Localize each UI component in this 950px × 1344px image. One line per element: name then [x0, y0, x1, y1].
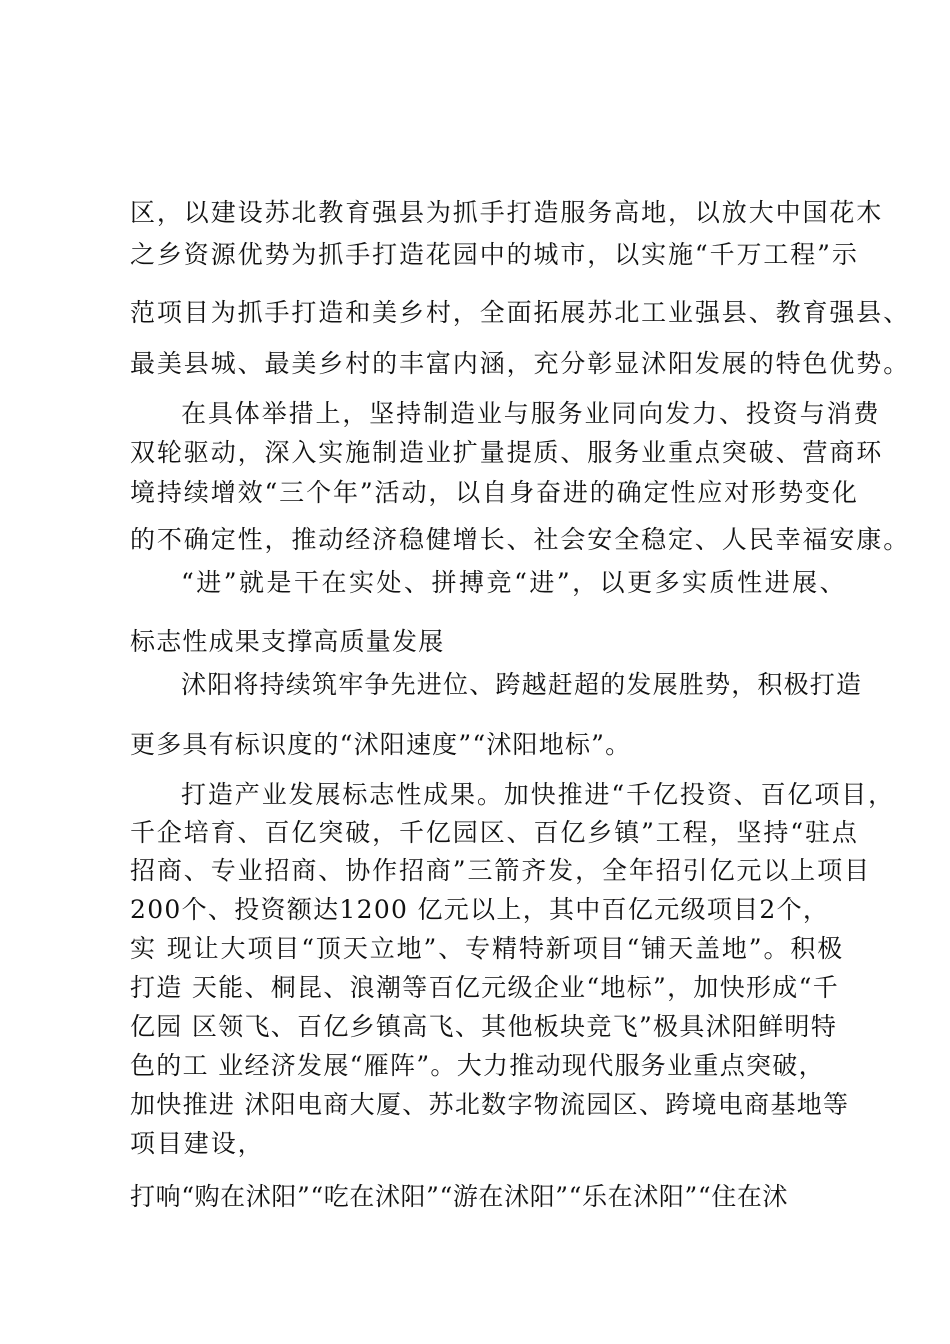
text-line: 境持续增效“三个年”活动，以自身奋进的确定性应对形势变化	[130, 478, 859, 507]
text-line: 色的工 业经济发展“雁阵”。大力推动现代服务业重点突破，	[130, 1051, 825, 1080]
text-line: 加快推进 沭阳电商大厦、苏北数字物流园区、跨境电商基地等	[130, 1090, 850, 1119]
section-heading-line: “进”就是干在实处、拼搏竞“进”，以更多实质性进展、	[181, 568, 848, 597]
text-line: 双轮驱动，深入实施制造业扩量提质、服务业重点突破、营商环	[130, 438, 884, 467]
text-line: 之乡资源优势为抓手打造花园中的城市，以实施“千万工程”示	[130, 240, 859, 269]
text-line: 200个、投资额达1200 亿元以上，其中百亿元级项目2个，	[130, 895, 830, 924]
text-line: 千企培育、百亿突破，千亿园区、百亿乡镇”工程，坚持“驻点	[130, 818, 859, 847]
text-line: 实 现让大项目“顶天立地”、专精特新项目“铺天盖地”。积极	[130, 934, 845, 963]
text-line: 亿园 区领飞、百亿乡镇高飞、其他板块竞飞”极具沭阳鲜明特	[130, 1012, 838, 1041]
text-line: 项目建设，	[130, 1129, 265, 1158]
text-line: 最美县城、最美乡村的丰富内涵，充分彰显沭阳发展的特色优势。	[130, 349, 911, 378]
text-line: 范项目为抓手打造和美乡村，全面拓展苏北工业强县、教育强县、	[130, 298, 911, 327]
text-line: 区，以建设苏北教育强县为抓手打造服务高地，以放大中国花木	[130, 198, 884, 227]
paragraph-first-line: 打造产业发展标志性成果。加快推进“千亿投资、百亿项目，	[181, 780, 896, 809]
paragraph-first-line: 沭阳将持续筑牢争先进位、跨越赶超的发展胜势，积极打造	[181, 670, 863, 699]
paragraph-first-line: 在具体举措上，坚持制造业与服务业同向发力、投资与消费	[181, 399, 881, 428]
text-line: 招商、专业招商、协作招商”三箭齐发，全年招引亿元以上项目	[130, 856, 871, 885]
text-line: 打响“购在沭阳”“吃在沭阳”“游在沭阳”“乐在沭阳”“住在沭	[130, 1182, 789, 1211]
text-line: 更多具有标识度的“沭阳速度”“沭阳地标”。	[130, 730, 632, 759]
section-heading-line: 标志性成果支撑高质量发展	[130, 627, 445, 656]
text-line: 的不确定性，推动经济稳健增长、社会安全稳定、人民幸福安康。	[130, 525, 911, 554]
text-line: 打造 天能、桐昆、浪潮等百亿元级企业“地标”，加快形成“千	[130, 973, 839, 1002]
